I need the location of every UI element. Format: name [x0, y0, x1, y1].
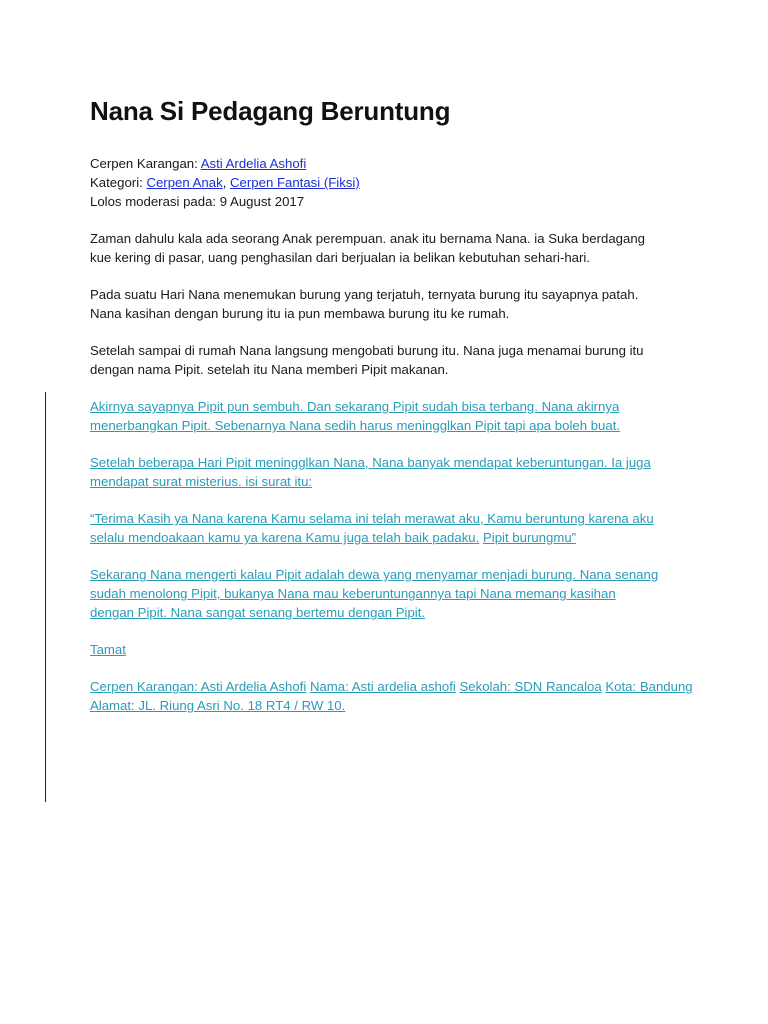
letter-signature-link[interactable]: Pipit burungmu” [482, 530, 577, 545]
revision-bar [45, 392, 46, 802]
category-link-fantasi[interactable]: Cerpen Fantasi (Fiksi) [230, 175, 360, 190]
author-details [90, 677, 700, 715]
page-title: Nana Si Pedagang Beruntung [90, 96, 451, 126]
school-link[interactable]: Sekolah: SDN Rancaloa [459, 679, 602, 694]
story-paragraph [90, 285, 700, 323]
paragraph-line: Nana kasihan dengan burung itu ia pun membawa burung itu ke rumah. [90, 306, 510, 321]
category-line [90, 173, 700, 192]
ending-paragraph [90, 640, 700, 659]
story-paragraph [90, 341, 700, 379]
paragraph-link-line[interactable]: dengan Pipit. Nana sangat senang bertemu dengan Pipit. [90, 605, 426, 620]
author-line [90, 154, 700, 173]
city-link[interactable]: Kota: Bandung [605, 679, 693, 694]
paragraph-link-line[interactable]: Sekarang Nana mengerti kalau Pipit adalah dewa yang menyamar menjadi burung. Nana senang [90, 567, 659, 582]
paragraph-line: Pada suatu Hari Nana menemukan burung yang terjatuh, ternyata burung itu sayapnya patah. [90, 287, 639, 302]
category-link-anak[interactable]: Cerpen Anak [146, 175, 223, 190]
hyperlinked-paragraph [90, 397, 700, 435]
author-label: Cerpen Karangan: [90, 156, 201, 171]
paragraph-link-line[interactable]: Setelah beberapa Hari Pipit meningglkan Nana, Nana banyak mendapat keberuntungan. Ia juga [90, 455, 651, 470]
story-meta [90, 154, 700, 211]
author-name-link[interactable]: Nama: Asti ardelia ashofi [309, 679, 456, 694]
paragraph-line: Setelah sampai di rumah Nana langsung mengobati burung itu. Nana juga menamai burung itu [90, 343, 644, 358]
hyperlinked-paragraph [90, 565, 700, 622]
author-link[interactable]: Asti Ardelia Ashofi [200, 156, 307, 171]
paragraph-link-line[interactable]: mendapat surat misterius. isi surat itu: [90, 474, 313, 489]
document-page [90, 96, 700, 733]
paragraph-line: kue kering di pasar, uang penghasilan dari berjualan ia belikan kebutuhan sehari-hari. [90, 250, 590, 265]
author-credit-link[interactable]: Cerpen Karangan: Asti Ardelia Ashofi [90, 679, 307, 694]
address-link[interactable]: Alamat: JL. Riung Asri No. 18 RT4 / RW 10. [90, 698, 346, 713]
moderation-line: Lolos moderasi pada: 9 August 2017 [90, 194, 305, 209]
story-paragraph [90, 229, 700, 267]
paragraph-line: Zaman dahulu kala ada seorang Anak perempuan. anak itu bernama Nana. ia Suka berdagang [90, 231, 645, 246]
tamat-link[interactable]: Tamat [90, 642, 126, 657]
paragraph-line: dengan nama Pipit. setelah itu Nana memberi Pipit makanan. [90, 362, 449, 377]
paragraph-link-line[interactable]: sudah menolong Pipit, bukanya Nana mau keberuntungannya tapi Nana memang kasihan [90, 586, 616, 601]
paragraph-link-line[interactable]: “Terima Kasih ya Nana karena Kamu selama ini telah merawat aku, Kamu beruntung karena aku [90, 511, 654, 526]
hyperlinked-paragraph [90, 453, 700, 491]
paragraph-link-line[interactable]: menerbangkan Pipit. Sebenarnya Nana sedih harus meningglkan Pipit tapi apa boleh buat. [90, 418, 621, 433]
paragraph-link-line[interactable]: Akirnya sayapnya Pipit pun sembuh. Dan sekarang Pipit sudah bisa terbang. Nana akirnya [90, 399, 620, 414]
category-label: Kategori: [90, 175, 147, 190]
paragraph-link-line[interactable]: selalu mendoakaan kamu ya karena Kamu juga telah baik padaku. [90, 530, 480, 545]
category-separator: , [222, 175, 231, 190]
letter-paragraph [90, 509, 700, 547]
